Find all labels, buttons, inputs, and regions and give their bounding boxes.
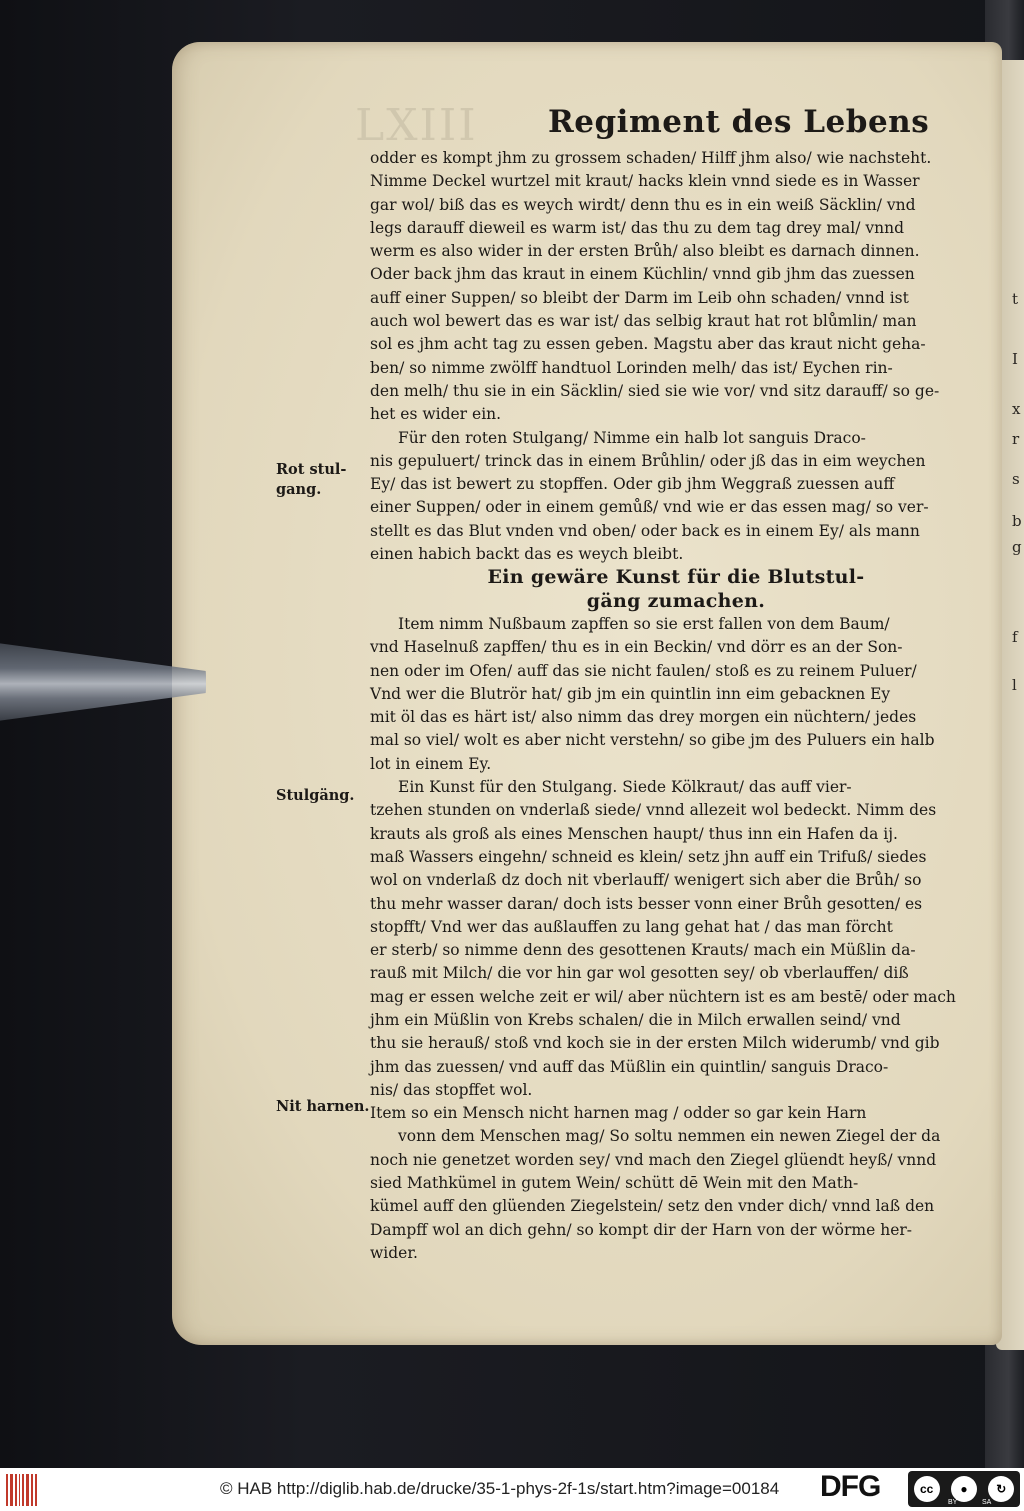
text-line: tzehen stunden on vnderlaß siede/ vnnd allezeit wol bedeckt. Nimm des (370, 801, 937, 820)
body-text (370, 147, 982, 1289)
text-line: mag er essen welche zeit er wil/ aber nüchtern ist es am bestē/ oder mach (370, 987, 956, 1006)
text-line: mit öl das es härt ist/ also nimm das drey morgen ein nüchtern/ jedes (370, 708, 917, 727)
license-label-sa: SA (982, 1499, 992, 1506)
text-line: werm es also wider in der ersten Brůh/ also bleibt es darnach dinnen. (370, 242, 920, 261)
text-line: wol on vnderlaß dz doch nit vberlauff/ wenigert sich aber die Brůh/ so (370, 871, 922, 890)
text-line: noch nie genetzet worden sey/ vnd mach den Ziegel glüendt heyß/ vnnd (370, 1150, 937, 1169)
text-line: er sterb/ so nimme denn des gesottenen Krauts/ mach ein Müßlin da- (370, 941, 916, 960)
text-line: krauts als groß als eines Menschen haupt/ thus inn ein Hafen da ij. (370, 824, 898, 843)
page-folio-ghost: LXIII (355, 100, 478, 151)
text-line: den melh/ thu sie in ein Säcklin/ sied sie wie vor/ vnd sitz darauff/ so ge- (370, 381, 940, 400)
license-label-by: BY (948, 1499, 958, 1506)
text-line: Dampff wol an dich gehn/ so kompt dir der Harn von der wörme her- (370, 1220, 913, 1239)
section-heading: gäng zumachen. (586, 589, 766, 612)
cc-icon: cc (914, 1476, 940, 1502)
text-line: nis/ das stopffet wol. (370, 1080, 533, 1099)
margin-note-rot-stulgang: Rot stul- gang. (276, 461, 347, 498)
text-line: Item so ein Mensch nicht harnen mag / odder so gar kein Harn (370, 1104, 867, 1123)
text-line: maß Wassers eingehn/ schneid es klein/ setz jhn auff ein Trifuß/ siedes (370, 847, 927, 866)
text-line: ben/ so nimme zwölff handtuol Lorinden melh/ das ist/ Eychen rin- (370, 358, 893, 377)
text-line: nis gepuluert/ trinck das in einem Brůhlin/ oder jß das in eim weychen (370, 451, 926, 470)
barcode-icon (6, 1474, 40, 1506)
text-line: thu sie herauß/ stoß vnd koch sie in der ersten Milch widerumb/ vnd gib (370, 1034, 940, 1053)
text-line: Oder back jhm das kraut in einem Küchlin/ vnnd gib jhm das zuessen (370, 265, 915, 284)
facing-page-letter: t (1012, 290, 1019, 308)
text-line: nen oder im Ofen/ auff das sie nicht faulen/ stoß es zu reinem Puluer/ (370, 661, 917, 680)
sa-icon: ↻ (988, 1476, 1014, 1502)
text-line: mal so viel/ wolt es aber nicht verstehn/ so gibe jm des Puluers ein halb (370, 731, 935, 750)
running-head: Regiment des Lebens (548, 104, 930, 140)
text-line: einen habich backt das es weych bleibt. (370, 545, 684, 564)
facing-page-letter: l (1012, 676, 1017, 694)
text-line: auch wol bewert das es war ist/ das selbig kraut hat rot blůmlin/ man (370, 312, 917, 331)
text-line: auff einer Suppen/ so bleibt der Darm im Leib ohn schaden/ vnnd ist (370, 288, 909, 307)
attribution-link[interactable]: © HAB http://diglib.hab.de/drucke/35-1-phys-2f-1s/start.htm?image=00184 (220, 1479, 780, 1498)
text-line: Ey/ das ist bewert zu stopffen. Oder gib jhm Weggraß zuessen auff (370, 475, 895, 494)
text-line: lot in einem Ey. (370, 754, 492, 773)
facing-page-letter: f (1012, 628, 1018, 646)
facing-page-letter: g (1012, 538, 1022, 556)
text-line: jhm ein Müßlin von Krebs schalen/ die in Milch erwallen seind/ vnd (370, 1010, 901, 1029)
text-line: gar wol/ biß das es weych wirdt/ denn thu es in ein weiß Säcklin/ vnd (370, 195, 916, 214)
text-line: einer Suppen/ oder in einem gemůß/ vnd wie er das essen mag/ so ver- (370, 498, 929, 517)
text-line: odder es kompt jhm zu grossem schaden/ Hilff jhm also/ wie nachsteht. (370, 149, 932, 167)
text-line: sol es jhm acht tag zu essen geben. Magstu aber das kraut nicht geha- (370, 335, 926, 354)
text-line: Item nimm Nußbaum zapffen so sie erst fallen von dem Baum/ (398, 614, 890, 633)
text-line: stellt es das Blut vnden vnd oben/ oder back es in einem Ey/ als mann (370, 521, 920, 540)
text-line: kümel auff den glüenden Ziegelstein/ setz den vnder dich/ vnnd laß den (370, 1197, 935, 1216)
facing-page-letter: r (1012, 430, 1020, 448)
text-line: rauß mit Milch/ die vor hin gar wol gesotten sey/ ob vberlauffen/ diß (370, 964, 909, 983)
text-line: Ein Kunst für den Stulgang. Siede Kölkraut/ das auff vier- (398, 778, 852, 797)
facing-page-letter: I (1012, 350, 1018, 368)
text-line: Für den roten Stulgang/ Nimme ein halb lot sanguis Draco- (398, 428, 866, 447)
text-line: het es wider ein. (370, 405, 502, 424)
text-line: jhm das zuessen/ vnd auff das Müßlin ein quintlin/ sanguis Draco- (370, 1057, 889, 1076)
margin-note-nit-harnen: Nit harnen. (276, 1098, 370, 1115)
by-icon: ● (951, 1476, 977, 1502)
facing-page-letter: b (1012, 512, 1022, 530)
text-line: thu mehr wasser daran/ doch ists besser vonn einer Brůh gesotten/ es (370, 894, 923, 913)
facing-page-letter: s (1012, 470, 1020, 488)
text-line: legs darauff dieweil es warm ist/ das thu zu dem tag drey mal/ vnnd (370, 218, 905, 237)
text-line: Vnd wer die Blutrör hat/ gib jm ein quintlin inn eim gebacknen Ey (370, 684, 891, 703)
text-line: wider. (370, 1243, 418, 1262)
text-line: vnd Haselnuß zapffen/ thu es in ein Beckin/ vnd dörr es an der Son- (370, 638, 903, 657)
section-heading: Ein gewäre Kunst für die Blutstul- (487, 566, 865, 589)
text-line: vonn dem Menschen mag/ So soltu nemmen ein newen Ziegel der da (398, 1127, 941, 1146)
text-line: Nimme Deckel wurtzel mit kraut/ hacks klein vnnd siede es in Wasser (370, 172, 920, 191)
text-line: stopfft/ Vnd wer das außlauffen zu lang gehat hat / das man förcht (370, 917, 893, 936)
cc-license-badge[interactable] (908, 1471, 1020, 1507)
margin-note-stulgang: Stulgäng. (276, 787, 355, 804)
facing-page-letter: x (1012, 400, 1021, 418)
text-line (370, 1265, 982, 1288)
dfg-logo[interactable]: DFG (820, 1470, 881, 1503)
text-line: sied Mathkümel in gutem Wein/ schütt dē Wein mit den Math- (370, 1174, 859, 1193)
